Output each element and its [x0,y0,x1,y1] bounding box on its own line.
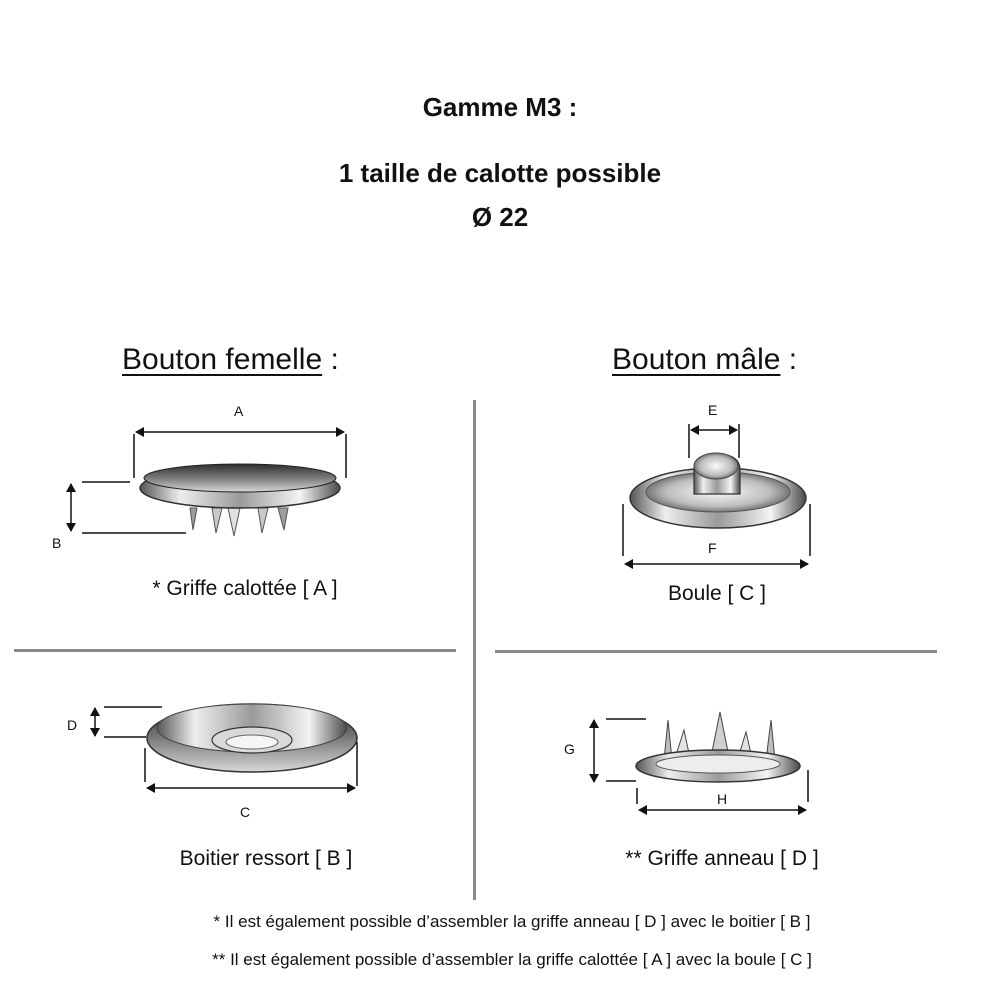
section-title-female-text: Bouton femelle [122,343,323,376]
boule-illustration [630,453,806,528]
griffe-calottee-cap-top [144,464,336,492]
label-b: B [52,535,62,551]
caption-boitier-ressort: Boitier ressort [ B ] [179,847,353,870]
griffe-calottee-prongs [190,508,288,536]
label-f: F [708,540,717,556]
caption-griffe-anneau: ** Griffe anneau [ D ] [625,847,819,870]
label-h: H [717,791,728,807]
griffe-anneau-illustration [636,712,800,782]
header-line-2: 1 taille de calotte possible [338,158,662,188]
label-g: G [564,741,575,757]
header-line-1: Gamme M3 : [422,92,578,122]
caption-boule: Boule [ C ] [667,582,767,605]
label-c: C [240,804,251,820]
label-a: A [234,403,244,419]
header-line-3: Ø 22 [471,202,529,232]
footnote-2: ** Il est également possible d’assembler la griffe calottée [ A ] avec la boule [ C ] [212,950,812,969]
footnote-1: * Il est également possible d’assembler la griffe anneau [ D ] avec le boitier [ B ] [213,912,811,931]
section-title-female-suffix: : [330,343,339,376]
label-e: E [708,402,718,418]
dimension-g [594,719,646,782]
label-d: D [67,717,78,733]
boitier-ressort-illustration [147,704,357,772]
caption-griffe-calottee: * Griffe calottée [ A ] [152,577,338,600]
section-title-male-text: Bouton mâle [612,343,781,376]
section-title-male-suffix: : [788,343,798,376]
